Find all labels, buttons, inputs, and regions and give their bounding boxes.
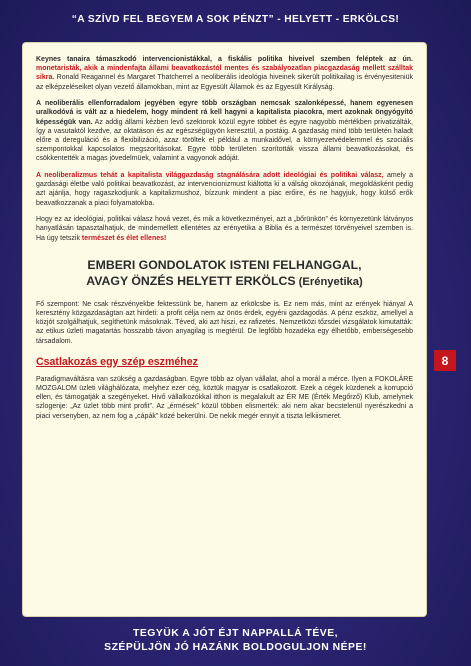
p4-text: Hogy ez az ideológiai, politikai válasz hová vezet, és mik a következményei, azt a „bőrünkön” és környezetünk látványos hanyatlásán tapasztalhatjuk, de mindemellett ellentétes az erényetika a Biblia és a természet törvényeivel szemben is. Ha úgy tetszik [36, 216, 413, 242]
section-title: Csatlakozás egy szép eszméhez [36, 355, 198, 368]
p1-rest: Ronald Reagannel és Margaret Thatcherrel a neoliberális ideológia hiveinek sikerült politikailag is érvényesiteniük az elképzeléseiket olyan vezető államokban, mint az Egyesült Államok és az Egyesült Királyság. [36, 74, 413, 91]
p4-highlight: természet és élet ellenes! [79, 234, 167, 242]
heading-line-1: EMBERI GONDOLATOK ISTENI FELHANGGAL, [87, 257, 362, 272]
paragraph-2 [36, 99, 413, 163]
paragraph-4 [36, 215, 413, 243]
heading-line-2-text: AVAGY ÖNZÉS HELYETT ERKÖLCS [86, 273, 296, 288]
p3-highlight: A neoliberalizmus tehát a kapitalista világgazdaság stagnálására adott ideológiai és politikai válasz, [36, 172, 384, 180]
p1-lead: Keynes tanaira támaszkodó intervencionistákkal, a fiskális politika hiveivel szemben feléptek az ún. [36, 56, 413, 63]
paragraph-6: Paradigmaváltásra van szükség a gazdaságban. Egyre több az olyan vállalat, ahol a morál a mérce. Ilyen a FOKOLÁRE MOZGALOM üzleti világhálózata, melyhez ezer cég, köztük magyar is csatlakozott. Ezek a cégek küzdenek a korrupció ellen, és támogatják a szegényeket. Hivő vállalkozókkal itthon is megalakult az ÉR ME (Érték Megőrző) Klub, amelynek szlogenje: „Az üzlet több mint profit”. Az „érmések” közül többen elismerték: aki nem akar becstelenül nyerészkedni a piaci versenyben, az nem fog a „cápák” közé bekerülni. De nekik megér ennyit a tiszta lelkiismeret. [36, 375, 413, 420]
p1-highlight: monetaristák, akik a mindenfajta állami beavatkozástól mentes és szabályozatlan piacgazdaság mellett szálltak sikra. [36, 65, 413, 82]
heading-subtitle: (Erényetika) [295, 275, 363, 288]
paragraph-1 [36, 55, 413, 92]
section-heading [36, 257, 413, 290]
footer-line-1: TEGYÜK A JÓT ÉJT NAPPALLÁ TÉVE, [132, 628, 339, 639]
p3-rest: amely a gazdasági életbe való politikai beavatkozást, az intervencionizmust kiáltotta ki a válság okozójának, megoldásként pedig azt ajánlja, hogy ragaszkodjunk a kapitalizmushoz, bízzunk mindent a piac erőire, és ne hagyjuk, hogy külső erők beavatkozzanak a piaci folyamatokba. [36, 172, 413, 207]
paragraph-5: Fő szempont: Ne csak részvényekbe fektessünk be, hanem az erkölcsbe is. Ez nem más, mint az erények hiánya! A keresztény közgazdaságtan azt hirdeti: a profit célja nem az önös érdek, egyéni gazdagodás. A pénz eszköz, amellyel a közjót szolgálhatjuk, segíthetünk másoknak. Téved, aki azt hiszi, ez rafizetés. Nemzetközi tőzsdei vizsgálatok kimutatták: az etikus üzleti magatartás hosszabb távon anyagilag is megtérül. De legfőbb hozadéka egy élhetőbb, emberségesebb társadalom. [36, 300, 413, 345]
page-number-badge: 8 [434, 350, 456, 371]
p2-lead: A neoliberális ellenforradalom jegyében egyre több országban nemcsak szalonképessé, hanem egyenesen uralkodóvá is vált az a hiedelem, hogy mindent rá kell hagyni a kapitalista piacokra, mert azoknak öngyógyító képességük van. [36, 100, 413, 126]
p2-rest: Az addig állami kézben levő szektorok közül egyre többet és egyre nagyobb mértékben privatizálták, így a vasutaktól kezdve, az oktatáson és az egészségügyön keresztül, a postáig. A gazdaság mind több területén haladt előre a dereguláció és a flexibilizáció, azaz töröltek el például a munkaidővel, a környezetvédelemmel és szociális szempontokkal kapcsolatos megszorításokat. Egyre több területen szorították vissza állami beavatkozásokat, és csökkentették a magas jövedelmüek, valamint a vagyonok adóját. [36, 118, 414, 163]
footer-line-2: SZÉPÜLJÖN JÓ HAZÁNK BOLDOGULJON NÉPE! [104, 642, 367, 653]
top-banner: “A SZÍVD FEL BEGYEM A SOK PÉNZT” - HELYETT - ERKÖLCS! [71, 14, 400, 25]
paragraph-3 [36, 171, 413, 208]
heading-line-2 [36, 273, 413, 290]
article-card [22, 42, 427, 617]
bottom-banner [0, 627, 471, 655]
